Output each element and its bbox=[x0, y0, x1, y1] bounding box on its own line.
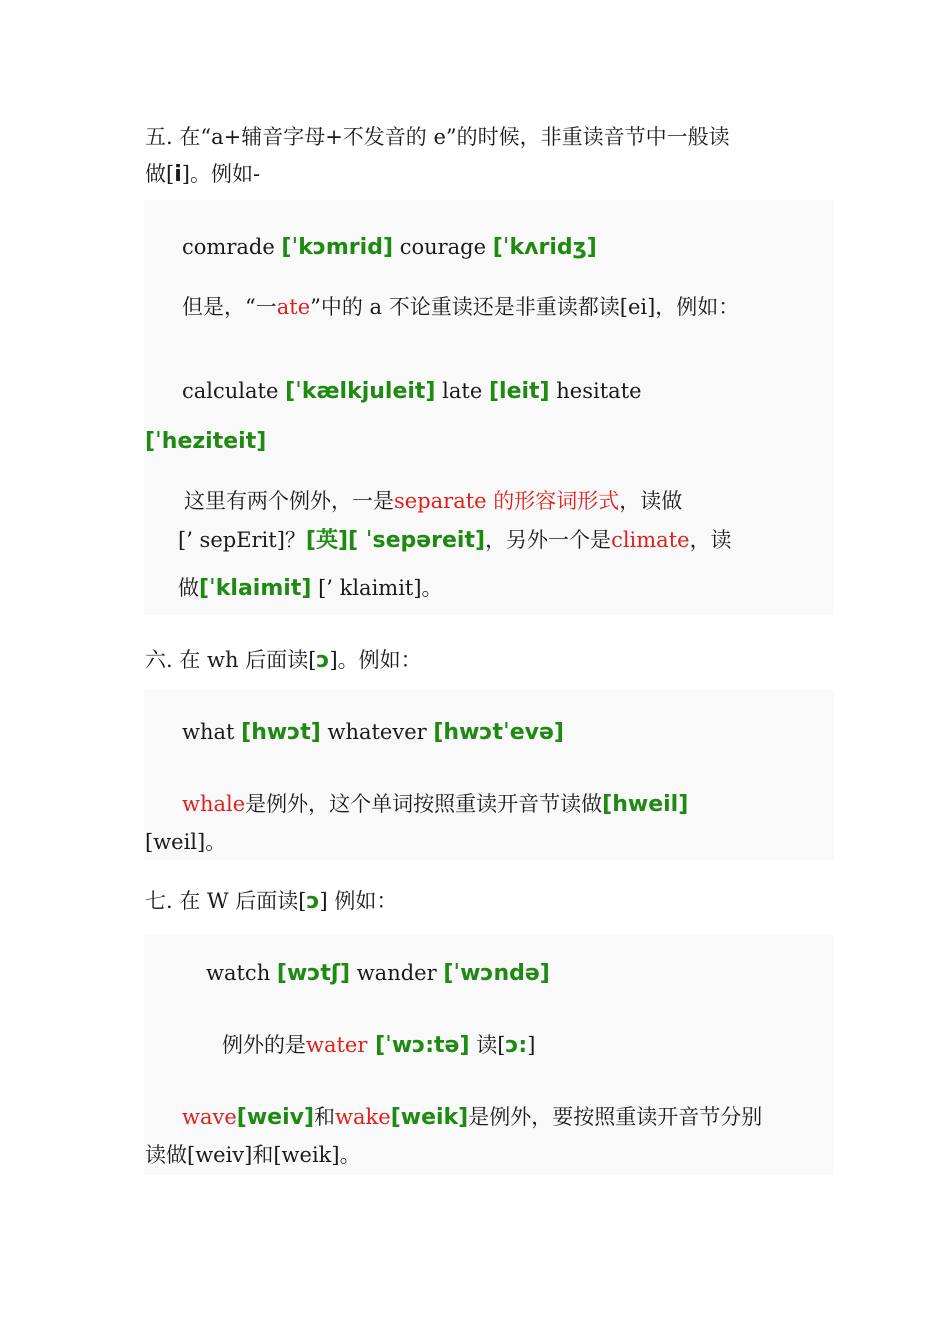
section-5-heading bbox=[145, 122, 730, 152]
text: 读做[weiv]和[weik]。 bbox=[145, 1143, 361, 1167]
example-line bbox=[182, 376, 642, 407]
ipa: [ˈwɔndə] bbox=[443, 961, 550, 986]
word: whatever bbox=[320, 720, 434, 744]
text: 读[ bbox=[469, 1033, 506, 1057]
ipa-symbol: ɔ: bbox=[505, 1033, 528, 1058]
word: late bbox=[435, 379, 489, 403]
word: hesitate bbox=[549, 379, 642, 403]
text: ]。例如： bbox=[329, 648, 422, 672]
highlight-red: wake bbox=[335, 1105, 391, 1129]
exception-line bbox=[178, 573, 443, 604]
text: 做[ bbox=[145, 162, 175, 186]
ipa: [英][ ˈsepəreit] bbox=[305, 528, 486, 553]
ipa: [hweil] bbox=[602, 792, 689, 817]
word: comrade bbox=[182, 235, 282, 259]
exception-line-cont bbox=[145, 827, 226, 857]
exception-line bbox=[182, 789, 688, 820]
ipa: [ˈkɔmrid] bbox=[281, 235, 394, 260]
text: ，读做 bbox=[619, 489, 683, 513]
text: [’ klaimit]。 bbox=[311, 576, 443, 600]
text: ] bbox=[527, 1033, 536, 1057]
exception-line bbox=[222, 1030, 535, 1061]
ipa: [ˈkælkjuleit] bbox=[285, 379, 436, 404]
text: 和 bbox=[314, 1105, 336, 1129]
word: watch bbox=[206, 961, 277, 985]
shaded-block bbox=[144, 690, 834, 860]
highlight-red: separate 的形容词形式 bbox=[394, 489, 620, 513]
section-5-heading-cont bbox=[145, 159, 260, 190]
text: ”中的 a 不论重读还是非重读都读[ei]，例如： bbox=[310, 295, 740, 319]
text: 这里有两个例外，一是 bbox=[184, 489, 394, 513]
text: 是例外，要按照重读开音节分别 bbox=[468, 1105, 763, 1129]
text: 七. 在 W 后面读[ bbox=[145, 889, 307, 913]
exception-line bbox=[184, 486, 682, 516]
section-6-heading bbox=[145, 645, 422, 676]
text: 五. 在“a+辅音字母+不发音的 e”的时候，非重读音节中一般读 bbox=[145, 125, 730, 149]
text: 但是，“一 bbox=[182, 295, 277, 319]
text: ，读 bbox=[689, 528, 732, 552]
example-line bbox=[182, 232, 597, 263]
highlight-red: whale bbox=[182, 792, 246, 816]
ipa: [ˈwɔ:tə] bbox=[367, 1033, 470, 1058]
exception-line bbox=[178, 525, 732, 556]
exception-line bbox=[182, 1102, 762, 1133]
ipa: [hwɔt] bbox=[241, 720, 321, 745]
highlight-red: water bbox=[306, 1033, 368, 1057]
ipa: [hwɔtˈevə] bbox=[433, 720, 564, 745]
text: 六. 在 wh 后面读[ bbox=[145, 648, 317, 672]
ipa-symbol: ɔ bbox=[316, 648, 330, 673]
example-line bbox=[206, 958, 550, 989]
word: what bbox=[182, 720, 242, 744]
highlight-red: wave bbox=[182, 1105, 237, 1129]
ipa: [weik] bbox=[390, 1105, 469, 1130]
text: [weil]。 bbox=[145, 830, 227, 854]
text: ]。例如- bbox=[181, 162, 261, 186]
exception-line-cont bbox=[145, 1140, 361, 1170]
but-line bbox=[182, 292, 739, 322]
text: 做 bbox=[178, 576, 199, 600]
ipa: [ˈkʌridʒ] bbox=[492, 235, 597, 260]
section-7-heading bbox=[145, 886, 397, 917]
text: ] 例如： bbox=[319, 889, 398, 913]
ipa-symbol: i bbox=[174, 162, 182, 187]
text: 是例外，这个单词按照重读开音节读做 bbox=[245, 792, 603, 816]
ipa: [leit] bbox=[488, 379, 550, 404]
text: [’ sepErit]？ bbox=[178, 528, 306, 552]
example-line-cont bbox=[145, 426, 266, 457]
ipa-symbol: ɔ bbox=[306, 889, 320, 914]
text: 例外的是 bbox=[222, 1033, 306, 1057]
text: ，另外一个是 bbox=[485, 528, 612, 552]
highlight-red: ate bbox=[276, 295, 311, 319]
word: courage bbox=[393, 235, 493, 259]
ipa: [ˈheziteit] bbox=[145, 429, 267, 454]
ipa: [ˈklaimit] bbox=[199, 576, 312, 601]
ipa: [wɔtʃ] bbox=[276, 961, 351, 986]
ipa: [weiv] bbox=[236, 1105, 315, 1130]
example-line bbox=[182, 717, 564, 748]
word: wander bbox=[350, 961, 444, 985]
word: calculate bbox=[182, 379, 286, 403]
highlight-red: climate bbox=[611, 528, 690, 552]
